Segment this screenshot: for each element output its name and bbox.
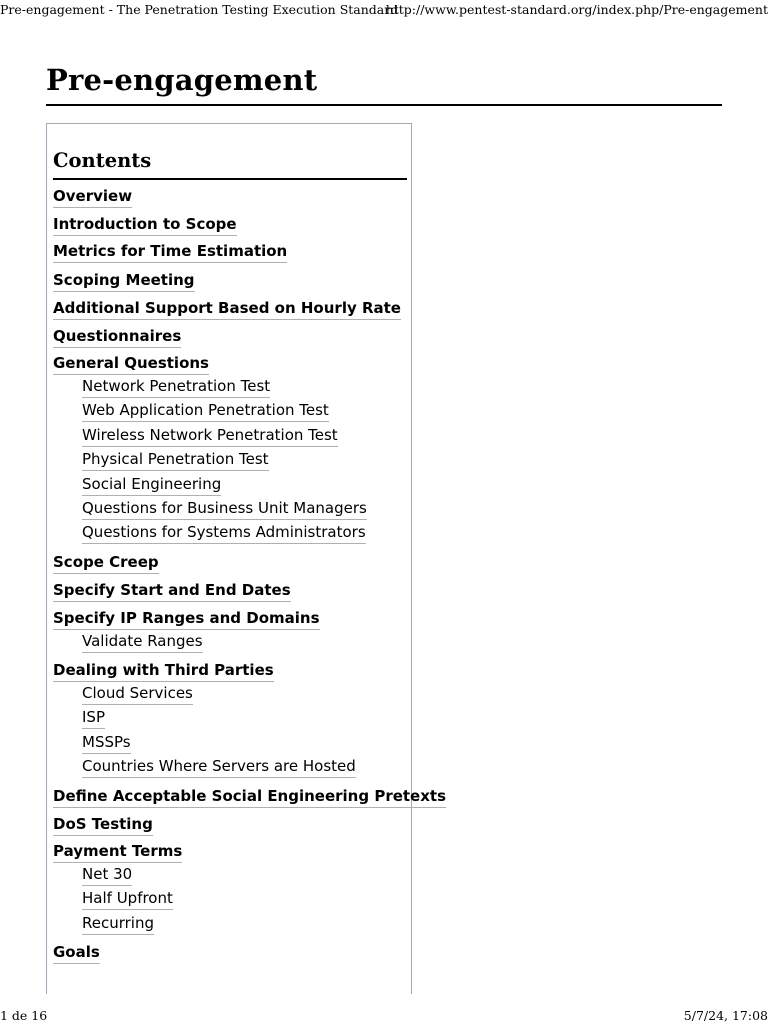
toc-link-cloud-services[interactable]: Cloud Services — [82, 683, 193, 705]
toc-link-metrics-for-time-estimation[interactable]: Metrics for Time Estimation — [53, 241, 287, 263]
toc-link-scoping-meeting[interactable]: Scoping Meeting — [53, 270, 195, 292]
toc-link-scope-creep[interactable]: Scope Creep — [53, 552, 159, 574]
toc-link-web-application-penetration-test[interactable]: Web Application Penetration Test — [82, 400, 329, 422]
toc-link-overview[interactable]: Overview — [53, 186, 132, 208]
toc-link-net-30[interactable]: Net 30 — [82, 864, 132, 886]
toc-title: Contents — [53, 149, 152, 172]
toc-link-questionnaires[interactable]: Questionnaires — [53, 326, 181, 348]
toc-link-physical-penetration-test[interactable]: Physical Penetration Test — [82, 449, 269, 471]
toc-link-isp[interactable]: ISP — [82, 707, 105, 729]
toc-link-network-penetration-test[interactable]: Network Penetration Test — [82, 376, 270, 398]
toc-link-additional-support[interactable]: Additional Support Based on Hourly Rate — [53, 298, 401, 320]
toc-link-social-engineering[interactable]: Social Engineering — [82, 474, 221, 496]
toc-link-general-questions[interactable]: General Questions — [53, 353, 209, 375]
toc-link-payment-terms[interactable]: Payment Terms — [53, 841, 182, 863]
toc-link-questions-business-unit-managers[interactable]: Questions for Business Unit Managers — [82, 498, 367, 520]
table-of-contents — [46, 123, 447, 994]
toc-link-countries-servers-hosted[interactable]: Countries Where Servers are Hosted — [82, 756, 356, 778]
page-title: Pre-engagement — [46, 63, 318, 97]
toc-link-questions-systems-administrators[interactable]: Questions for Systems Administrators — [82, 522, 366, 544]
toc-link-mssps[interactable]: MSSPs — [82, 732, 131, 754]
toc-link-half-upfront[interactable]: Half Upfront — [82, 888, 173, 910]
page-count: 1 de 16 — [0, 1008, 48, 1023]
toc-link-dos-testing[interactable]: DoS Testing — [53, 814, 153, 836]
print-footer — [0, 1008, 768, 1024]
toc-link-specify-start-end-dates[interactable]: Specify Start and End Dates — [53, 580, 291, 602]
toc-link-dealing-with-third-parties[interactable]: Dealing with Third Parties — [53, 660, 274, 682]
toc-link-introduction-to-scope[interactable]: Introduction to Scope — [53, 214, 237, 236]
page-heading — [46, 60, 722, 106]
toc-link-wireless-network-penetration-test[interactable]: Wireless Network Penetration Test — [82, 425, 338, 447]
toc-link-goals[interactable]: Goals — [53, 942, 100, 964]
document-title: Pre-engagement - The Penetration Testing Execution Standard — [0, 2, 399, 17]
toc-link-recurring[interactable]: Recurring — [82, 913, 154, 935]
toc-link-define-acceptable-pretexts[interactable]: Define Acceptable Social Engineering Pretexts — [53, 786, 446, 808]
toc-title-bar — [53, 148, 407, 180]
print-date: 5/7/24, 17:08 — [683, 1008, 768, 1023]
toc-link-specify-ip-ranges-domains[interactable]: Specify IP Ranges and Domains — [53, 608, 320, 630]
document-url: http://www.pentest-standard.org/index.php/Pre-engagement — [385, 2, 768, 17]
toc-link-validate-ranges[interactable]: Validate Ranges — [82, 631, 203, 653]
print-header — [0, 0, 768, 20]
